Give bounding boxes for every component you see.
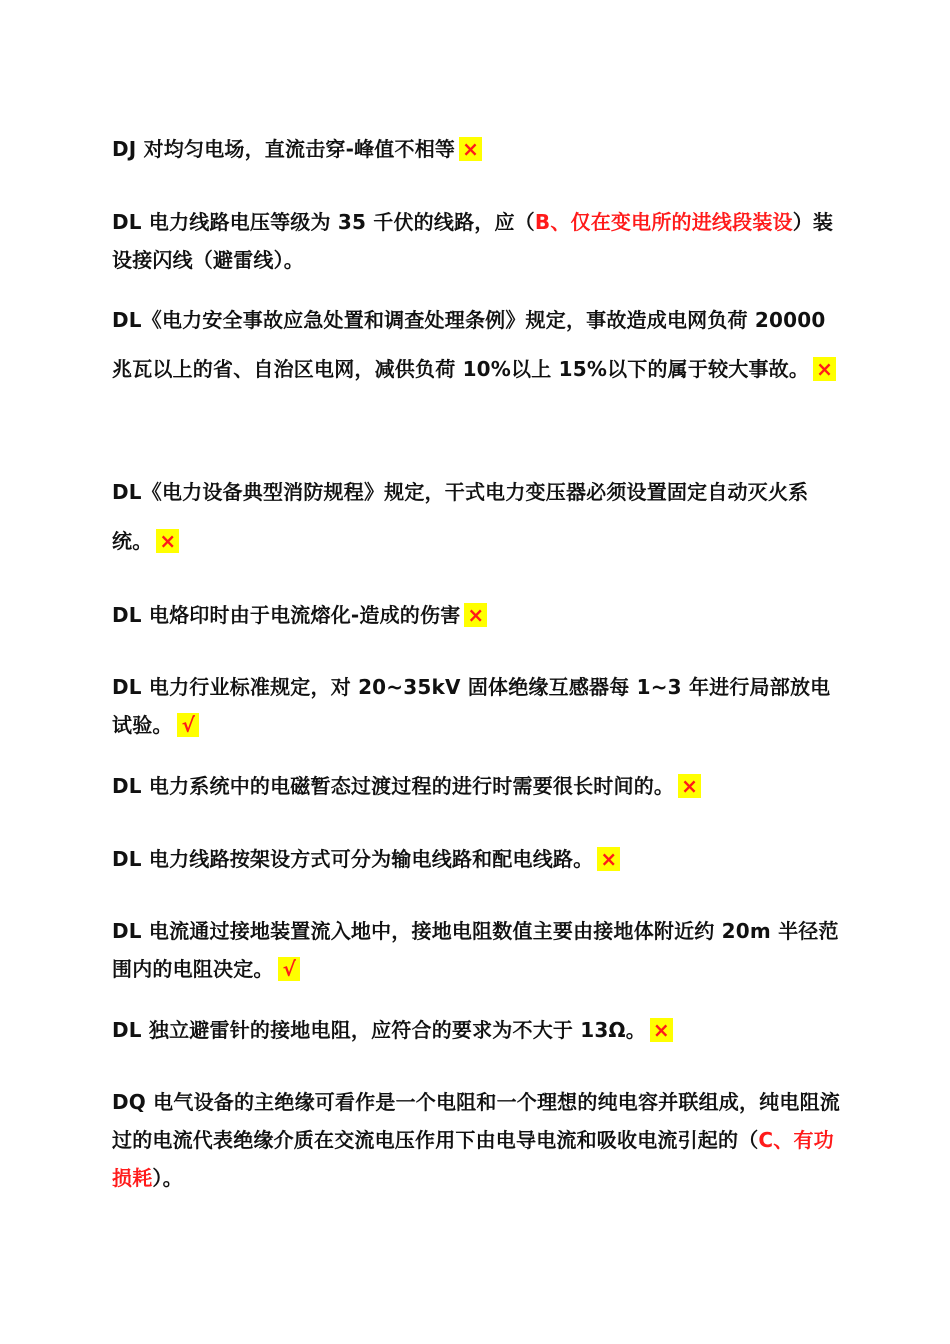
wrong-mark-icon: ×: [813, 357, 836, 381]
question-text: DL 电力行业标准规定，对 20~35kV 固体绝缘互感器每 1~3 年进行局部放电试验。: [112, 675, 831, 737]
correct-mark-icon: √: [278, 957, 301, 981]
correct-mark-icon: √: [177, 713, 200, 737]
question-item: [112, 1083, 840, 1197]
question-item: [112, 296, 840, 394]
answer-text: B、仅在变电所的进线段装设: [534, 210, 793, 234]
question-item: [112, 596, 840, 634]
wrong-mark-icon: ×: [156, 529, 179, 553]
wrong-mark-icon: ×: [678, 774, 701, 798]
question-text: DL 电力线路按架设方式可分为输电线路和配电线路。: [112, 847, 594, 871]
wrong-mark-icon: ×: [650, 1018, 673, 1042]
question-item: [112, 912, 840, 988]
question-text: ）装设接闪线（避雷线）。: [112, 210, 834, 272]
question-text: DL 电烙印时由于电流熔化-造成的伤害: [112, 603, 461, 627]
wrong-mark-icon: ×: [459, 137, 482, 161]
question-item: [112, 767, 840, 805]
wrong-mark-icon: ×: [464, 603, 487, 627]
question-text: DJ 对均匀电场，直流击穿-峰值不相等: [112, 137, 456, 161]
question-text: DL 电流通过接地装置流入地中，接地电阻数值主要由接地体附近约 20m 半径范围内的电阻决定。: [112, 919, 839, 981]
question-text: DL《电力安全事故应急处置和调查处理条例》规定，事故造成电网负荷 20000 兆瓦以上的省、自治区电网，减供负荷 10%以上 15%以下的属于较大事故。: [112, 308, 826, 381]
question-item: [112, 203, 840, 279]
question-text: DL 电力线路电压等级为 35 千伏的线路，应（: [112, 210, 535, 234]
question-text: DQ 电气设备的主绝缘可看作是一个电阻和一个理想的纯电容并联组成，纯电阻流过的电流代表绝缘介质在交流电压作用下由电导电流和吸收电流引起的（: [112, 1090, 840, 1152]
question-item: [112, 668, 840, 744]
question-text: DL 电力系统中的电磁暂态过渡过程的进行时需要很长时间的。: [112, 774, 675, 798]
answer-text: C、有功损耗: [112, 1128, 834, 1190]
question-item: [112, 840, 840, 878]
question-item: [112, 1011, 840, 1049]
wrong-mark-icon: ×: [597, 847, 620, 871]
question-item: [112, 468, 840, 566]
question-text: DL《电力设备典型消防规程》规定，干式电力变压器必须设置固定自动灭火系统。: [112, 480, 809, 553]
question-text: DL 独立避雷针的接地电阻，应符合的要求为不大于 13Ω。: [112, 1018, 646, 1042]
question-item: [112, 130, 840, 168]
question-text: ）。: [152, 1166, 183, 1190]
